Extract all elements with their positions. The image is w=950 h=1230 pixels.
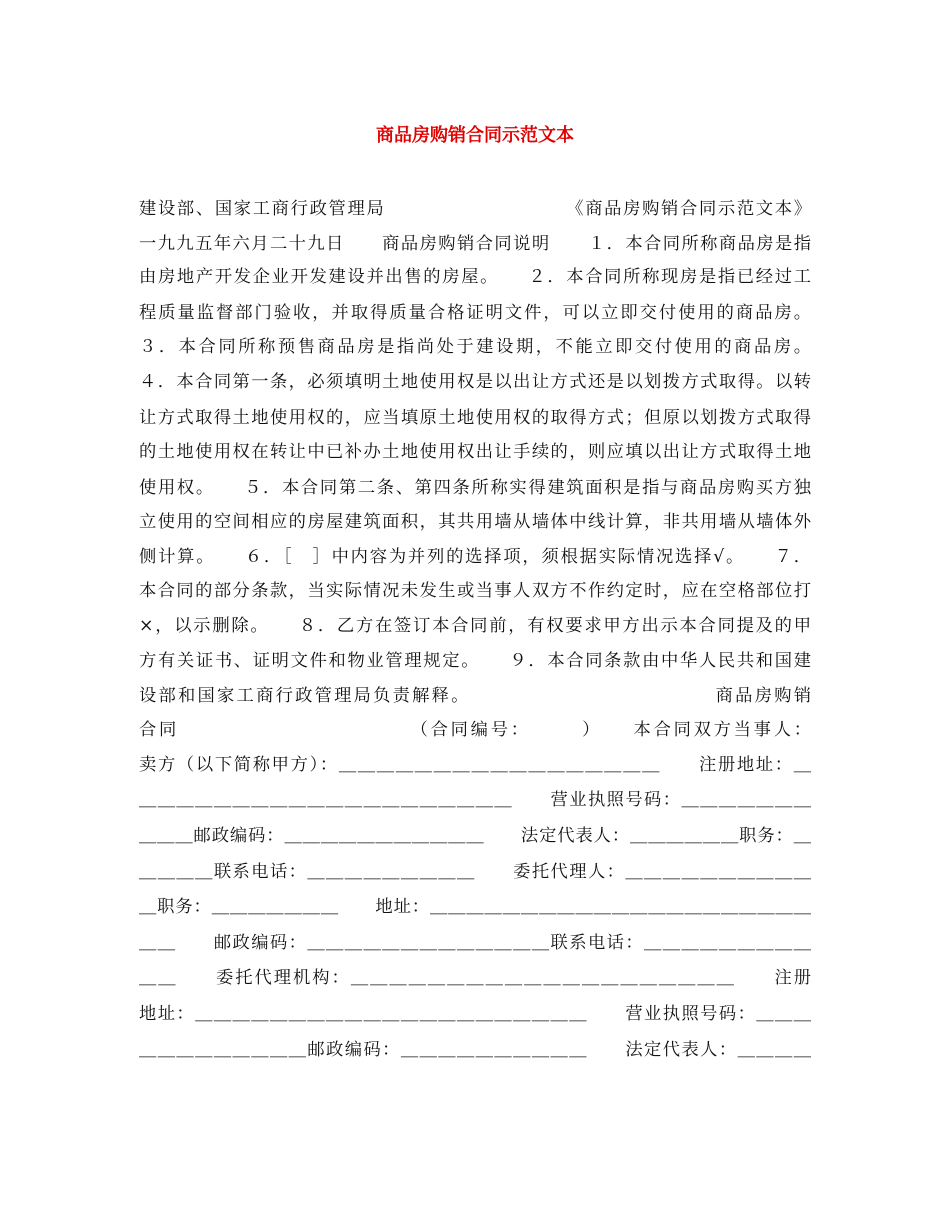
body-line-11: 侧计算。 ６．［ ］中内容为并列的选择项，须根据实际情况选择√。 ７． [139, 547, 811, 567]
form-line-5: ＿职务：＿＿＿＿＿＿＿ 地址：＿＿＿＿＿＿＿＿＿＿＿＿＿＿＿＿＿＿＿＿＿ [139, 897, 811, 917]
body-line-12: 本合同的部分条款，当实际情况未发生或当事人双方不作约定时，应在空格部位打 [139, 581, 811, 601]
body-line-15: 设部和国家工商行政管理局负责解释。 商品房购销 [139, 686, 811, 706]
form-line-2: ＿＿＿＿＿＿＿＿＿＿＿＿＿＿＿＿＿＿＿＿ 营业执照号码：＿＿＿＿＿＿＿ [139, 790, 811, 810]
body-line-5: ３．本合同所称预售商品房是指尚处于建设期，不能立即交付使用的商品房。 [139, 337, 811, 357]
form-line-3: ＿＿＿邮政编码：＿＿＿＿＿＿＿＿＿＿＿ 法定代表人：＿＿＿＿＿＿职务：＿ [139, 826, 811, 846]
body-line-4: 程质量监督部门验收，并取得质量合格证明文件，可以立即交付使用的商品房。 [139, 303, 811, 323]
body-line-10: 立使用的空间相应的房屋建筑面积，其共用墙从墙体中线计算，非共用墙从墙体外 [139, 512, 811, 532]
body-line-2: 一九九五年六月二十九日 商品房购销合同说明 １．本合同所称商品房是指 [139, 234, 811, 254]
body-line-7: 让方式取得土地使用权的，应当填原土地使用权的取得方式；但原以划拨方式取得 [139, 408, 811, 428]
body-line-9: 使用权。 ５．本合同第二条、第四条所称实得建筑面积是指与商品房购买方独 [139, 478, 811, 498]
body-line-3: 由房地产开发企业开发建设并出售的房屋。 ２．本合同所称现房是指已经过工 [139, 267, 811, 287]
body-line-16: 合同 （合同编号： ） 本合同双方当事人： [139, 720, 811, 740]
form-line-9: ＿＿＿＿＿＿＿＿＿邮政编码：＿＿＿＿＿＿＿＿＿＿ 法定代表人：＿＿＿＿ [139, 1040, 811, 1060]
document-title: 商品房购销合同示范文本 [376, 125, 574, 146]
form-line-6: ＿＿ 邮政编码：＿＿＿＿＿＿＿＿＿＿＿＿＿联系电话：＿＿＿＿＿＿＿＿＿ [139, 933, 811, 953]
body-line-1: 建设部、国家工商行政管理局 《商品房购销合同示范文本》 [139, 199, 811, 219]
form-line-4: ＿＿＿＿联系电话：＿＿＿＿＿＿＿＿＿ 委托代理人：＿＿＿＿＿＿＿＿＿＿ [139, 862, 811, 882]
form-line-8: 地址：＿＿＿＿＿＿＿＿＿＿＿＿＿＿＿＿＿＿＿＿＿ 营业执照号码：＿＿＿ [139, 1004, 811, 1024]
body-line-13: ×，以示删除。 ８．乙方在签订本合同前，有权要求甲方出示本合同提及的甲 [139, 616, 811, 636]
body-line-14: 方有关证书、证明文件和物业管理规定。 ９．本合同条款由中华人民共和国建 [139, 651, 811, 671]
body-line-6: ４．本合同第一条，必须填明土地使用权是以出让方式还是以划拨方式取得。以转 [139, 372, 811, 392]
body-line-8: 的土地使用权在转让中已补办土地使用权出让手续的，则应填以出让方式取得土地 [139, 442, 811, 462]
form-line-1: 卖方（以下简称甲方）：＿＿＿＿＿＿＿＿＿＿＿＿＿＿＿＿＿ 注册地址：＿ [139, 755, 811, 775]
form-line-7: ＿＿ 委托代理机构：＿＿＿＿＿＿＿＿＿＿＿＿＿＿＿＿＿＿＿＿ 注册 [139, 968, 811, 988]
